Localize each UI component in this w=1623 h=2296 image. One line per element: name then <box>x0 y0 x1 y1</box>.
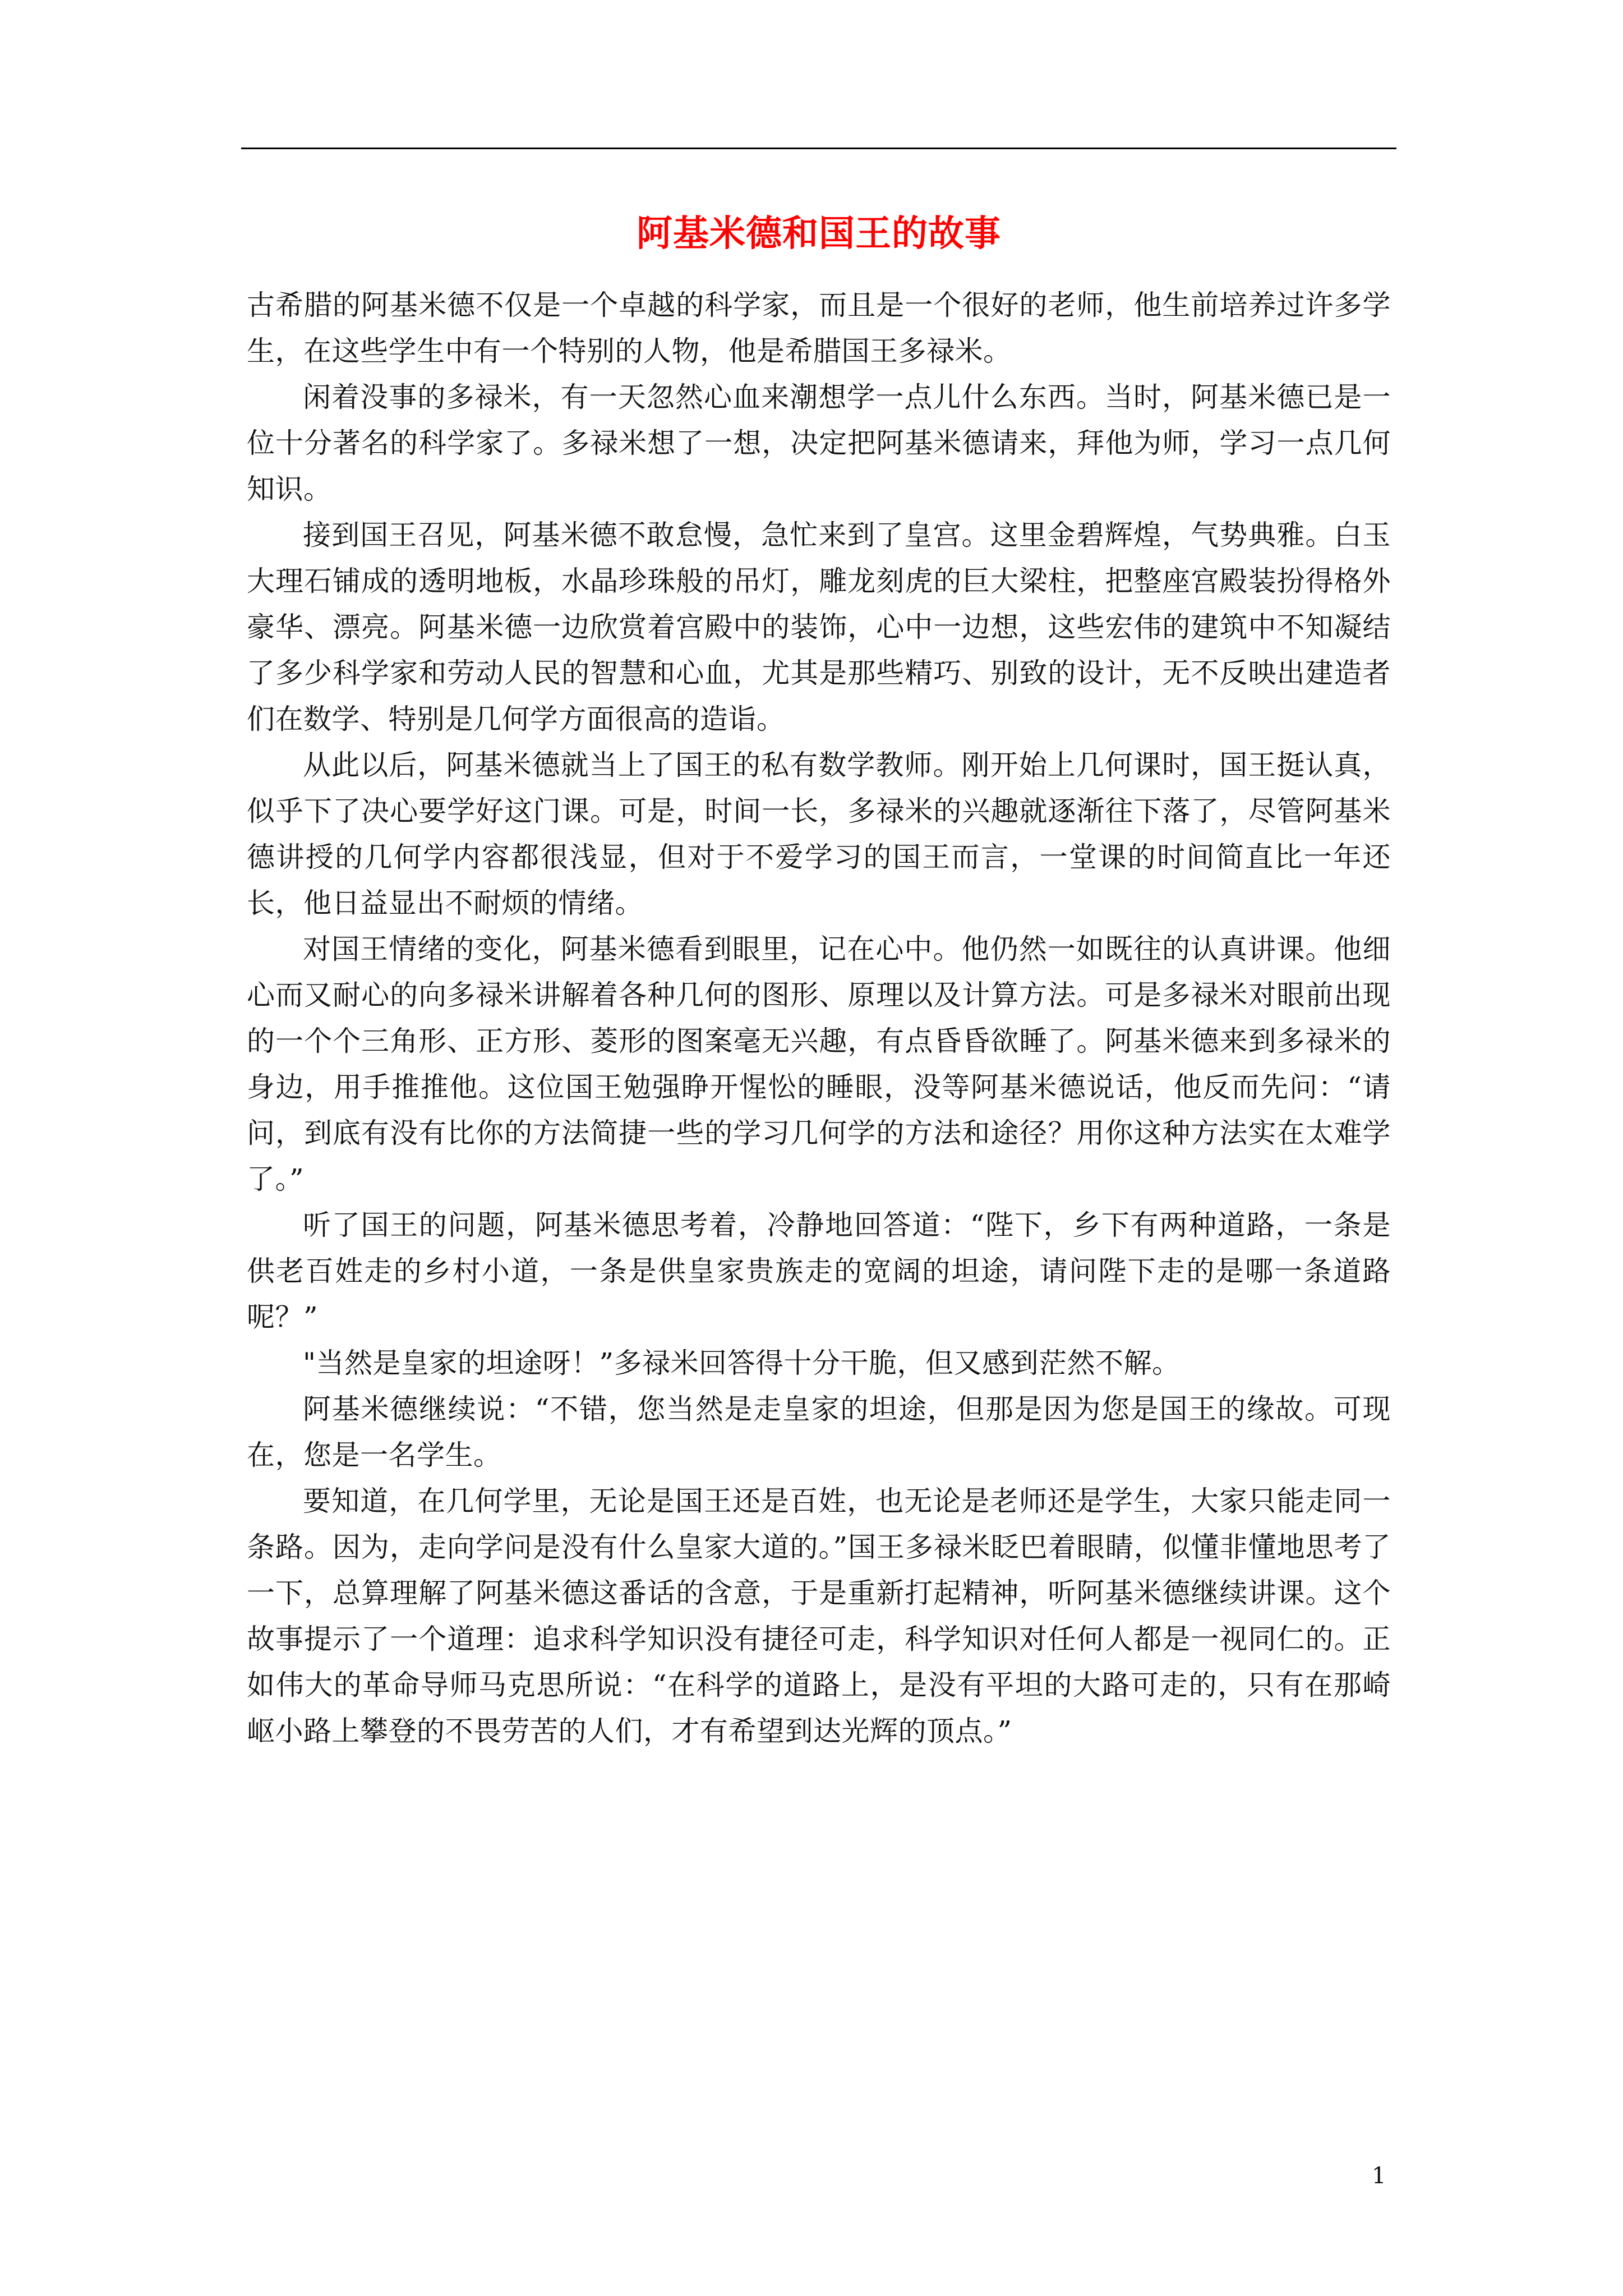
paragraph-2: 闲着没事的多禄米，有一天忽然心血来潮想学一点儿什么东西。当时，阿基米德已是一位十分著名的科学家了。多禄米想了一想，决定把阿基米德请来，拜他为师，学习一点几何知识。 <box>247 381 1391 505</box>
paragraph-3: 接到国王召见，阿基米德不敢怠慢，急忙来到了皇宫。这里金碧辉煌，气势典雅。白玉大理石铺成的透明地板，水晶珍珠般的吊灯，雕龙刻虎的巨大梁柱，把整座宫殿装扮得格外豪华、漂亮。阿基米德一边欣赏着宫殿中的装饰，心中一边想，这些宏伟的建筑中不知凝结了多少科学家和劳动人民的智慧和心血，尤其是那些精巧、别致的设计，无不反映出建造者们在数学、特别是几何学方面很高的造诣。 <box>247 519 1391 735</box>
header-rule <box>241 148 1396 149</box>
document-title: 阿基米德和国王的故事 <box>637 213 1001 255</box>
paragraph-8: 阿基米德继续说：“不错，您当然是走皇家的坦途，但那是因为您是国王的缘故。可现在，您是一名学生。 <box>247 1393 1391 1471</box>
page-number: 1 <box>1372 2163 1386 2189</box>
paragraph-7: "当然是皇家的坦途呀！”多禄米回答得十分干脆，但又感到茫然不解。 <box>303 1347 1181 1379</box>
paragraph-9: 要知道，在几何学里，无论是国王还是百姓，也无论是老师还是学生，大家只能走同一条路。因为，走向学问是没有什么皇家大道的。”国王多禄米眨巴着眼睛，似懂非懂地思考了一下，总算理解了阿基米德这番话的含意，于是重新打起精神，听阿基米德继续讲课。这个故事提示了一个道理：追求科学知识没有捷径可走，科学知识对任何人都是一视同仁的。正如伟大的革命导师马克思所说：“在科学的道路上，是没有平坦的大路可走的，只有在那崎岖小路上攀登的不畏劳苦的人们，才有希望到达光辉的顶点。” <box>247 1485 1391 1747</box>
paragraph-5: 对国王情绪的变化，阿基米德看到眼里，记在心中。他仍然一如既往的认真讲课。他细心而又耐心的向多禄米讲解着各种几何的图形、原理以及计算方法。可是多禄米对眼前出现的一个个三角形、正方形、菱形的图案毫无兴趣，有点昏昏欲睡了。阿基米德来到多禄米的身边，用手推推他。这位国王勉强睁开惺忪的睡眼，没等阿基米德说话，他反而先问：“请问，到底有没有比你的方法简捷一些的学习几何学的方法和途径？用你这种方法实在太难学了。” <box>247 933 1391 1195</box>
document-body <box>247 282 1391 1754</box>
paragraph-1: 古希腊的阿基米德不仅是一个卓越的科学家，而且是一个很好的老师，他生前培养过许多学生，在这些学生中有一个特别的人物，他是希腊国王多禄米。 <box>247 289 1391 367</box>
paragraph-6: 听了国王的问题，阿基米德思考着，冷静地回答道：“陛下，乡下有两种道路，一条是供老百姓走的乡村小道，一条是供皇家贵族走的宽阔的坦途，请问陛下走的是哪一条道路呢？” <box>247 1209 1391 1333</box>
paragraph-4: 从此以后，阿基米德就当上了国王的私有数学教师。刚开始上几何课时，国王挺认真，似乎下了决心要学好这门课。可是，时间一长，多禄米的兴趣就逐渐往下落了，尽管阿基米德讲授的几何学内容都很浅显，但对于不爱学习的国王而言，一堂课的时间简直比一年还长，他日益显出不耐烦的情绪。 <box>247 749 1391 919</box>
